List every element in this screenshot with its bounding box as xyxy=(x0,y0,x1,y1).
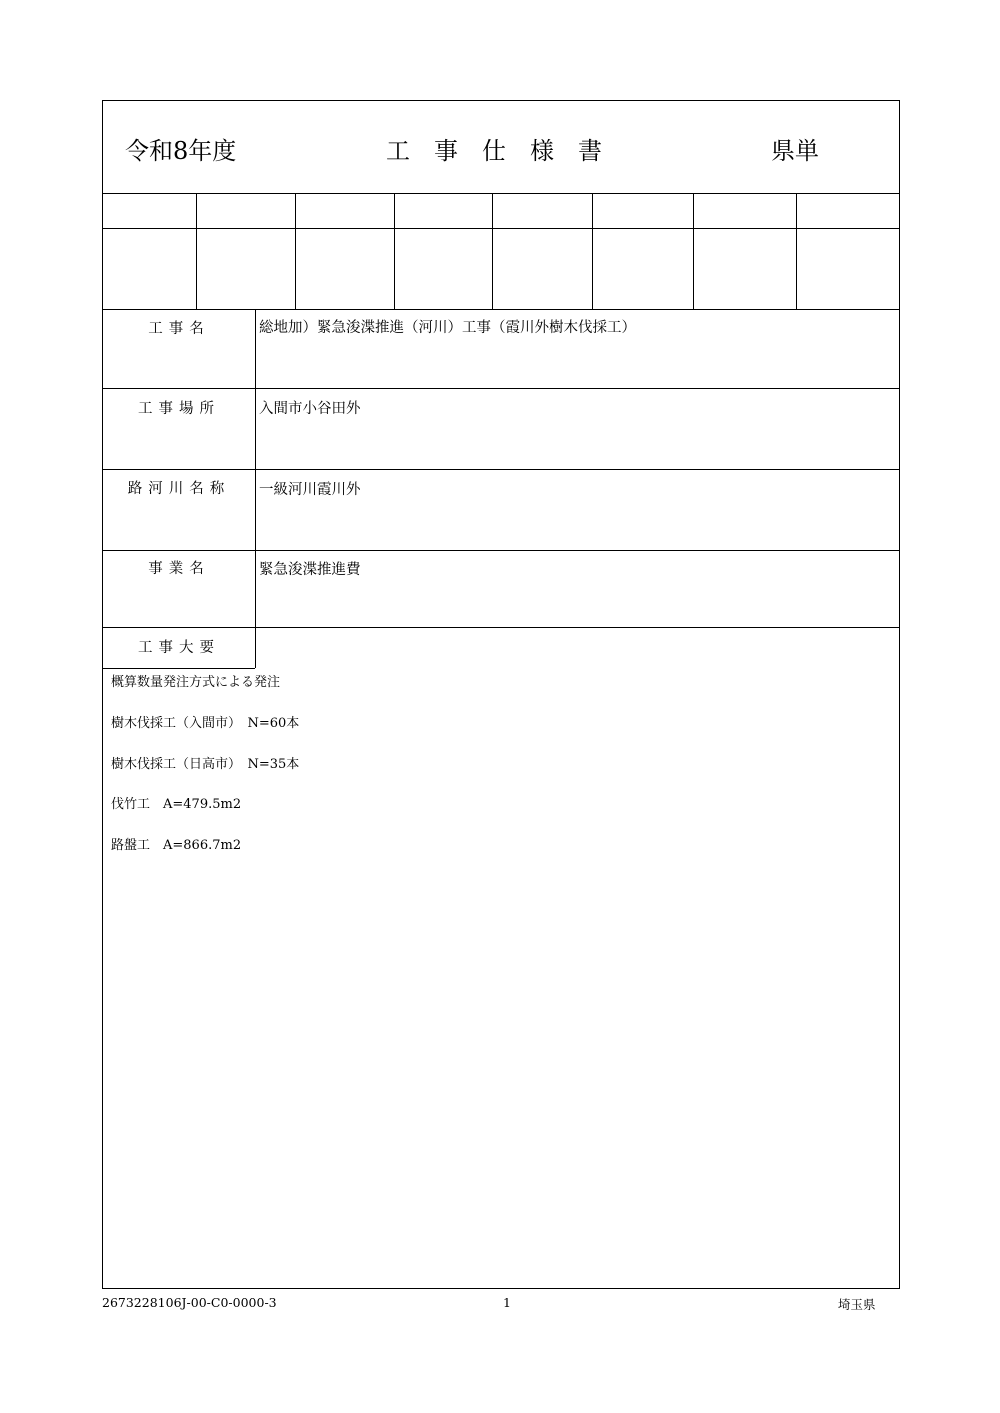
stamp-col-2 xyxy=(295,193,296,309)
title-row xyxy=(103,101,899,193)
specification-sheet xyxy=(102,100,900,1289)
document-code: 2673228106J-00-C0-0000-3 xyxy=(102,1295,277,1310)
overview-line: 樹木伐採工（入間市） N=60本 xyxy=(111,716,300,731)
stamp-col-5 xyxy=(592,193,593,309)
divider-stamp-header xyxy=(103,228,899,229)
river-name-label: 路河川名称 xyxy=(127,481,231,497)
construction-name-value: 総地加）緊急浚渫推進（河川）工事（霞川外樹木伐採工） xyxy=(259,320,636,336)
document-title: 工事仕様書 xyxy=(386,137,626,165)
overview-label: 工事大要 xyxy=(138,640,220,656)
stamp-col-1 xyxy=(196,193,197,309)
divider-field-4 xyxy=(103,627,899,628)
stamp-col-3 xyxy=(394,193,395,309)
stamp-col-7 xyxy=(796,193,797,309)
budget-classification: 県単 xyxy=(771,137,819,165)
divider-overview-label xyxy=(103,668,255,669)
divider-stamp-body xyxy=(103,309,899,310)
divider-field-2 xyxy=(103,469,899,470)
overview-line: 路盤工 A=866.7m2 xyxy=(111,838,242,853)
label-column-divider xyxy=(255,309,256,668)
project-name-label: 事業名 xyxy=(148,561,210,577)
stamp-col-4 xyxy=(492,193,493,309)
divider-field-1 xyxy=(103,388,899,389)
fiscal-year: 令和8年度 xyxy=(125,137,237,165)
construction-site-label: 工事場所 xyxy=(138,401,220,417)
overview-line: 概算数量発注方式による発注 xyxy=(111,675,281,690)
overview-line: 樹木伐採工（日高市） N=35本 xyxy=(111,757,300,772)
construction-name-label: 工事名 xyxy=(148,321,210,337)
divider-title xyxy=(103,193,899,194)
page-number: 1 xyxy=(503,1295,511,1310)
construction-site-value: 入間市小谷田外 xyxy=(259,401,361,417)
project-name-value: 緊急浚渫推進費 xyxy=(259,562,361,578)
overview-line: 伐竹工 A=479.5m2 xyxy=(111,797,242,812)
stamp-col-6 xyxy=(693,193,694,309)
divider-field-3 xyxy=(103,550,899,551)
issuer-name: 埼玉県 xyxy=(838,1297,876,1312)
river-name-value: 一級河川霞川外 xyxy=(259,482,361,498)
